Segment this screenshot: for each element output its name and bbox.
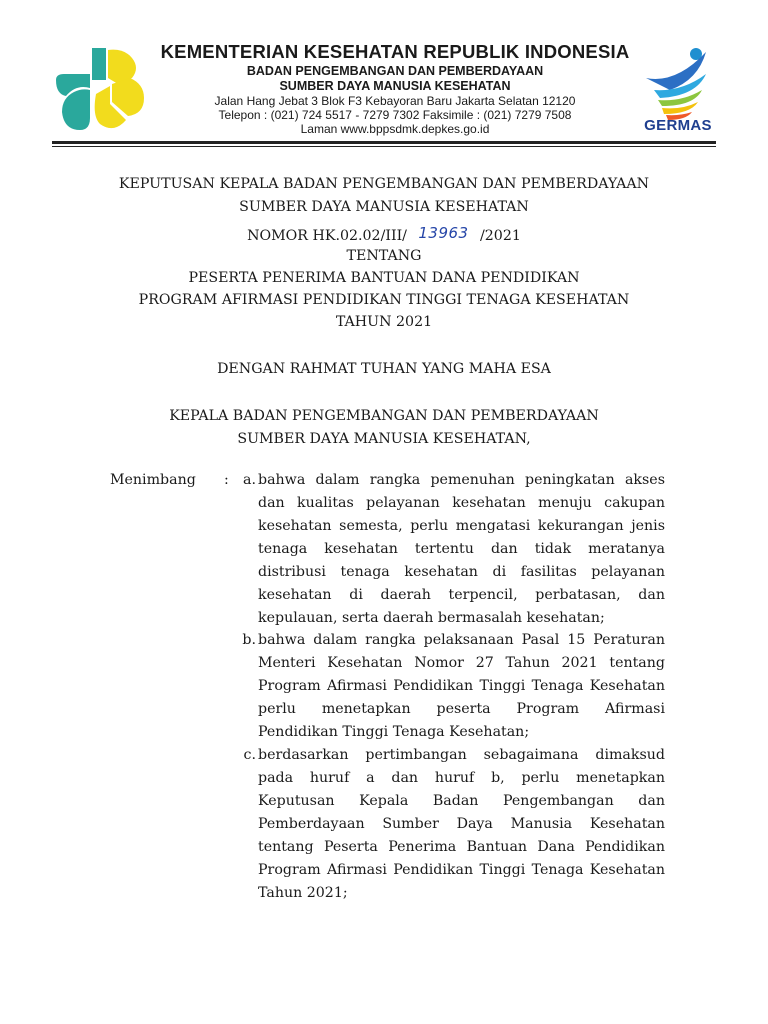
letterhead-divider-thick (52, 141, 716, 144)
letterhead-ministry: KEMENTERIAN KESEHATAN REPUBLIK INDONESIA (160, 41, 630, 62)
item-line: kesehatan semesta, perlu mengatasi kekurangan jenis (258, 518, 665, 534)
letterhead-divider-thin (52, 146, 716, 147)
authority-heading-line1: KEPALA BADAN PENGEMBANGAN DAN PEMBERDAYAAN (169, 408, 599, 424)
item-line: Menteri Kesehatan Nomor 27 Tahun 2021 tentang (258, 655, 665, 671)
kemenkes-logo (52, 44, 148, 136)
letterhead-agency-line1: BADAN PENGEMBANGAN DAN PEMBERDAYAAN (246, 64, 544, 78)
item-marker: c. (243, 747, 256, 763)
letterhead-phone: Telepon : (021) 724 5517 - 7279 7302 Faksimile : (021) 7279 7508 (218, 108, 572, 122)
item-line: Tahun 2021; (258, 885, 348, 901)
item-line: Pemberdayaan Sumber Daya Manusia Kesehatan (258, 816, 665, 832)
decree-number-handwritten: 13963 (418, 224, 469, 242)
letterhead-agency-line2: SUMBER DAYA MANUSIA KESEHATAN (279, 79, 511, 93)
letterhead-website: Laman www.bppsdmk.depkes.go.id (300, 122, 490, 136)
item-line: kepulauan, serta daerah bermasalah kesehatan; (258, 610, 605, 626)
item-line: perlu menetapkan peserta Program Afirmasi (258, 701, 665, 717)
item-line: Keputusan Kepala Badan Pengembangan dan (258, 793, 665, 809)
item-line: Program Afirmasi Pendidikan Tinggi Tenaga Kesehatan (258, 862, 665, 878)
decree-number-suffix: /2021 (480, 228, 521, 244)
germas-label: GERMAS (644, 117, 712, 134)
blessing-line: DENGAN RAHMAT TUHAN YANG MAHA ESA (217, 361, 551, 377)
decree-subject-line2: PROGRAM AFIRMASI PENDIDIKAN TINGGI TENAGA KESEHATAN (138, 292, 630, 308)
item-line: Pendidikan Tinggi Tenaga Kesehatan; (258, 724, 530, 740)
item-line: bahwa dalam rangka pelaksanaan Pasal 15 Peraturan (258, 632, 665, 648)
item-line: tenaga kesehatan tertentu dan tidak meratanya (258, 541, 665, 557)
considering-colon: : (224, 472, 229, 488)
decree-subject-line1: PESERTA PENERIMA BANTUAN DANA PENDIDIKAN (188, 270, 580, 286)
item-line: pada huruf a dan huruf b, perlu menetapkan (258, 770, 665, 786)
item-line: distribusi tenaga kesehatan di fasilitas pelayanan (258, 564, 665, 580)
decree-title-line1: KEPUTUSAN KEPALA BADAN PENGEMBANGAN DAN PEMBERDAYAAN (118, 176, 650, 192)
item-marker: a. (243, 472, 256, 488)
considering-label: Menimbang (110, 472, 196, 488)
decree-number (0, 226, 768, 244)
item-line: berdasarkan pertimbangan sebagaimana dimaksud (258, 747, 665, 763)
decree-about: TENTANG (346, 248, 422, 264)
item-line: kesehatan di daerah terpencil, perbatasan, dan (258, 587, 665, 603)
decree-title-line2: SUMBER DAYA MANUSIA KESEHATAN (239, 199, 529, 215)
authority-heading-line2: SUMBER DAYA MANUSIA KESEHATAN, (237, 431, 531, 447)
letterhead-address: Jalan Hang Jebat 3 Blok F3 Kebayoran Baru Jakarta Selatan 12120 (214, 94, 576, 108)
item-line: Program Afirmasi Pendidikan Tinggi Tenaga Kesehatan (258, 678, 665, 694)
item-marker: b. (242, 632, 256, 648)
decree-number-prefix: NOMOR HK.02.02/III/ (247, 228, 407, 244)
item-line: tentang Peserta Penerima Bantuan Dana Pendidikan (258, 839, 665, 855)
item-line: dan kualitas pelayanan kesehatan menuju cakupan (258, 495, 665, 511)
item-line: bahwa dalam rangka pemenuhan peningkatan akses (258, 472, 665, 488)
decree-subject-line3: TAHUN 2021 (335, 314, 433, 330)
